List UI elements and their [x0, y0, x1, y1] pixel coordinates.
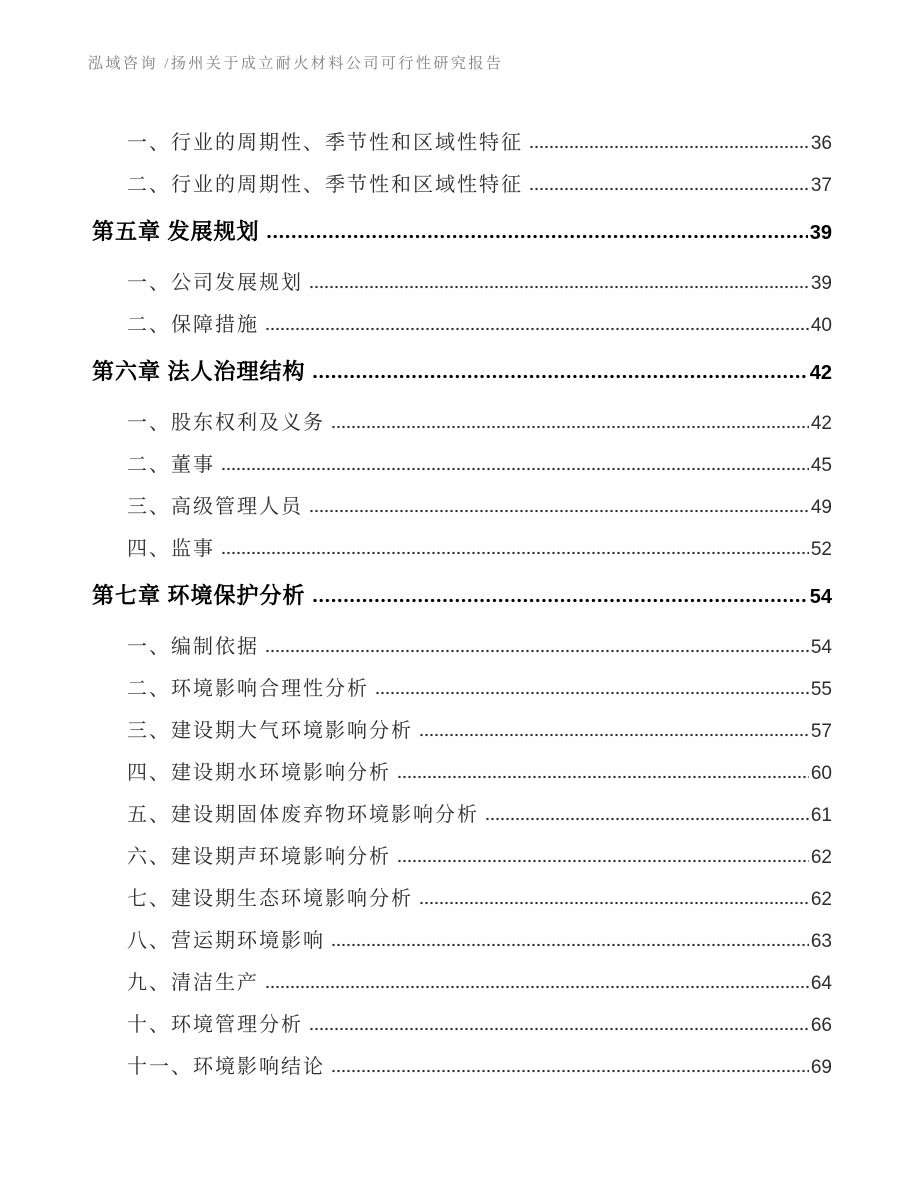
toc-entry-sub[interactable] — [92, 440, 832, 482]
toc-entry-page-number: 39 — [809, 222, 832, 244]
toc-entry-label: 五、建设期固体废弃物环境影响分析 — [127, 804, 479, 826]
toc-entry-sub[interactable] — [92, 916, 832, 958]
toc-entry-label: 十、环境管理分析 — [127, 1014, 303, 1036]
toc-entry-label: 二、董事 — [127, 454, 215, 476]
toc-entry-sub[interactable] — [92, 398, 832, 440]
toc-entry-sub[interactable] — [92, 706, 832, 748]
toc-entry-page-number: 45 — [810, 455, 832, 476]
toc-entry-page-number: 54 — [810, 637, 832, 658]
toc-entry-page-number: 54 — [809, 586, 832, 608]
toc-entry-page-number: 63 — [810, 931, 832, 952]
toc-entry-sub[interactable] — [92, 832, 832, 874]
dot-leader — [530, 187, 809, 191]
dot-leader — [313, 374, 808, 379]
toc-entry-sub[interactable] — [92, 160, 832, 202]
toc-entry-sub[interactable] — [92, 524, 832, 566]
toc-entry-chapter[interactable] — [92, 566, 832, 622]
toc-entry-page-number: 40 — [810, 315, 832, 336]
toc-entry-sub[interactable] — [92, 874, 832, 916]
toc-entry-page-number: 64 — [810, 973, 832, 994]
dot-leader — [332, 425, 809, 429]
toc-entry-label: 第七章 环境保护分析 — [92, 583, 306, 608]
toc-entry-label: 二、行业的周期性、季节性和区域性特征 — [127, 174, 523, 196]
dot-leader — [486, 817, 809, 821]
toc-entry-sub[interactable] — [92, 790, 832, 832]
dot-leader — [310, 509, 809, 513]
toc-entry-label: 十一、环境影响结论 — [127, 1056, 325, 1078]
toc-entry-page-number: 62 — [810, 889, 832, 910]
toc-entry-chapter[interactable] — [92, 342, 832, 398]
toc-entry-label: 二、保障措施 — [127, 314, 259, 336]
table-of-contents — [92, 118, 832, 1084]
dot-leader — [266, 327, 809, 331]
toc-entry-label: 九、清洁生产 — [127, 972, 259, 994]
toc-entry-label: 一、行业的周期性、季节性和区域性特征 — [127, 132, 523, 154]
toc-entry-label: 三、高级管理人员 — [127, 496, 303, 518]
toc-entry-label: 一、股东权利及义务 — [127, 412, 325, 434]
dot-leader — [310, 285, 809, 289]
dot-leader — [313, 598, 808, 603]
dot-leader — [420, 733, 809, 737]
toc-entry-page-number: 42 — [810, 413, 832, 434]
dot-leader — [398, 859, 809, 863]
dot-leader — [332, 943, 809, 947]
toc-entry-sub[interactable] — [92, 664, 832, 706]
dot-leader — [266, 649, 809, 653]
toc-entry-chapter[interactable] — [92, 202, 832, 258]
toc-entry-page-number: 36 — [810, 133, 832, 154]
toc-entry-sub[interactable] — [92, 300, 832, 342]
toc-entry-label: 二、环境影响合理性分析 — [127, 678, 369, 700]
dot-leader — [267, 234, 808, 239]
toc-entry-page-number: 61 — [810, 805, 832, 826]
toc-entry-page-number: 66 — [810, 1015, 832, 1036]
toc-entry-label: 四、监事 — [127, 538, 215, 560]
dot-leader — [310, 1027, 809, 1031]
toc-entry-page-number: 69 — [810, 1057, 832, 1078]
toc-entry-page-number: 57 — [810, 721, 832, 742]
dot-leader — [420, 901, 809, 905]
toc-entry-page-number: 52 — [810, 539, 832, 560]
toc-entry-page-number: 60 — [810, 763, 832, 784]
toc-entry-sub[interactable] — [92, 748, 832, 790]
toc-entry-sub[interactable] — [92, 1000, 832, 1042]
toc-entry-sub[interactable] — [92, 118, 832, 160]
toc-entry-label: 四、建设期水环境影响分析 — [127, 762, 391, 784]
toc-entry-label: 三、建设期大气环境影响分析 — [127, 720, 413, 742]
dot-leader — [332, 1069, 809, 1073]
toc-entry-page-number: 55 — [810, 679, 832, 700]
toc-entry-sub[interactable] — [92, 622, 832, 664]
toc-entry-sub[interactable] — [92, 482, 832, 524]
toc-entry-label: 八、营运期环境影响 — [127, 930, 325, 952]
toc-entry-page-number: 49 — [810, 497, 832, 518]
dot-leader — [530, 145, 809, 149]
toc-entry-sub[interactable] — [92, 258, 832, 300]
dot-leader — [222, 467, 809, 471]
dot-leader — [398, 775, 809, 779]
toc-entry-sub[interactable] — [92, 1042, 832, 1084]
document-header-title: 泓域咨询 /扬州关于成立耐火材料公司可行性研究报告 — [88, 56, 504, 72]
toc-entry-page-number: 39 — [810, 273, 832, 294]
dot-leader — [222, 551, 809, 555]
toc-entry-label: 七、建设期生态环境影响分析 — [127, 888, 413, 910]
toc-entry-label: 六、建设期声环境影响分析 — [127, 846, 391, 868]
dot-leader — [376, 691, 809, 695]
toc-entry-label: 第五章 发展规划 — [92, 219, 260, 244]
toc-entry-sub[interactable] — [92, 958, 832, 1000]
toc-entry-label: 一、公司发展规划 — [127, 272, 303, 294]
toc-entry-label: 一、编制依据 — [127, 636, 259, 658]
dot-leader — [266, 985, 809, 989]
toc-entry-page-number: 37 — [810, 175, 832, 196]
toc-entry-page-number: 62 — [810, 847, 832, 868]
toc-entry-label: 第六章 法人治理结构 — [92, 359, 306, 384]
toc-entry-page-number: 42 — [809, 362, 832, 384]
